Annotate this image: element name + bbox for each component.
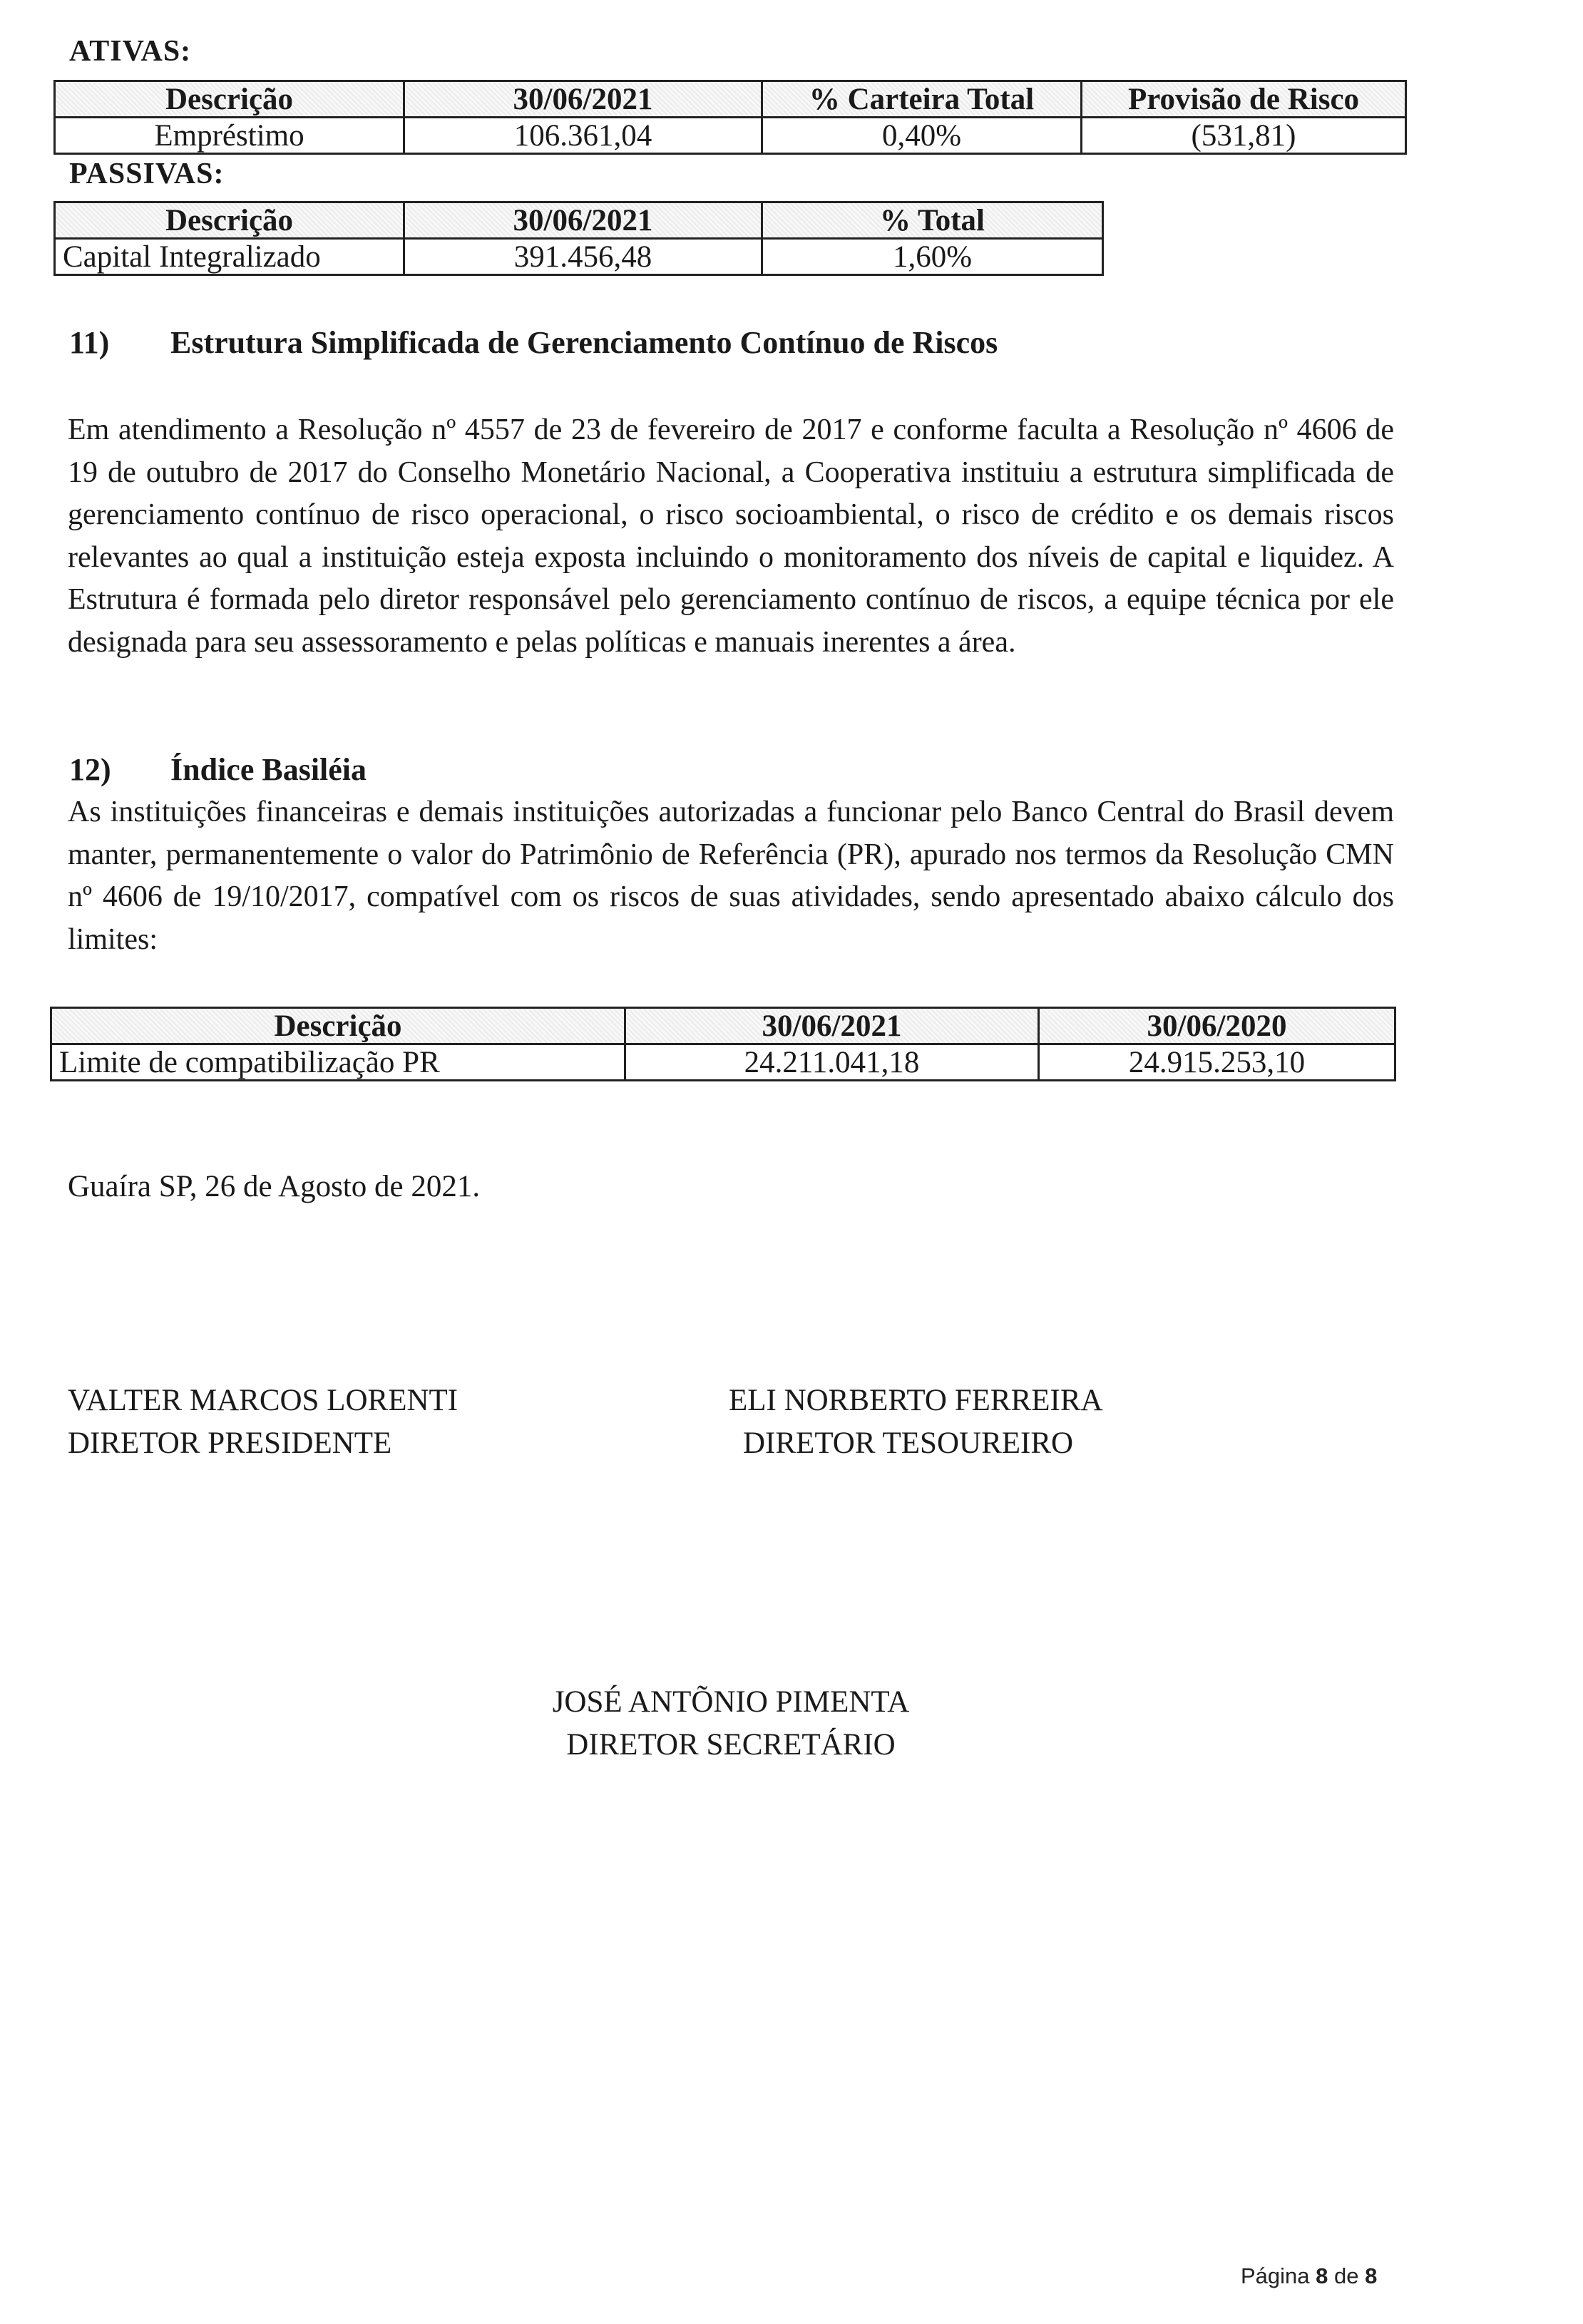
- ativas-label: ATIVAS:: [69, 35, 192, 68]
- cell-percent: 1,60%: [762, 239, 1103, 275]
- header-date-2020: 30/06/2020: [1039, 1008, 1395, 1044]
- section-12-number: 12): [69, 752, 111, 787]
- header-date-2021: 30/06/2021: [625, 1008, 1039, 1044]
- basileia-table: [50, 1007, 1396, 1081]
- section-11-paragraph: Em atendimento a Resolução nº 4557 de 23 de fevereiro de 2017 e conforme faculta a Resolução nº 4606 de 19 de outubro de 2017 do Conselho Monetário Nacional, a Cooperativa instituiu a estrutura simplificada de gerenciamento contínuo de risco operacional, o risco socioambiental, o risco de crédito e os demais riscos relevantes ao qual a instituição esteja exposta incluindo o monitoramento dos níveis de capital e liquidez. A Estrutura é formada pelo diretor responsável pelo gerenciamento contínuo de riscos, a equipe técnica por ele designada para seu assessoramento e pelas políticas e manuais inerentes a área.: [68, 413, 1394, 659]
- footer-page: 8: [1316, 2263, 1328, 2288]
- table-header-row: [51, 1008, 1395, 1044]
- header-percent-total: % Total: [762, 202, 1103, 239]
- page-number-footer: [1241, 2263, 1377, 2289]
- signature-presidente: [68, 1379, 458, 1465]
- signature-secretario: [538, 1681, 923, 1767]
- section-11-number: 11): [69, 325, 110, 360]
- section-12-heading: [69, 751, 367, 788]
- table-row: [55, 239, 1103, 275]
- section-12-paragraph: As instituições financeiras e demais instituições autorizadas a funcionar pelo Banco Central do Brasil devem manter, permanentemente o valor do Patrimônio de Referência (PR), apurado nos termos da Resolução CMN nº 4606 de 19/10/2017, compatível com os riscos de suas atividades, sendo apresentado abaixo cálculo dos limites:: [68, 796, 1394, 956]
- signature-name: VALTER MARCOS LORENTI: [68, 1384, 458, 1417]
- cell-descricao: Capital Integralizado: [55, 239, 404, 275]
- passivas-table: [53, 201, 1104, 276]
- cell-provisao: (531,81): [1082, 118, 1406, 154]
- section-11-heading: [69, 324, 998, 361]
- signature-role: DIRETOR SECRETÁRIO: [566, 1728, 896, 1762]
- section-12-title: Índice Basiléia: [170, 752, 367, 787]
- signature-tesoureiro: [729, 1379, 1103, 1465]
- header-date: 30/06/2021: [404, 81, 762, 118]
- cell-descricao: Empréstimo: [55, 118, 404, 154]
- cell-percent: 0,40%: [762, 118, 1082, 154]
- header-descricao: Descrição: [55, 81, 404, 118]
- cell-value: 391.456,48: [404, 239, 762, 275]
- table-header-row: [55, 202, 1103, 239]
- header-carteira-total: % Carteira Total: [762, 81, 1082, 118]
- table-row: [51, 1044, 1395, 1081]
- cell-value-2020: 24.915.253,10: [1039, 1044, 1395, 1081]
- passivas-label: PASSIVAS:: [69, 158, 225, 190]
- header-date: 30/06/2021: [404, 202, 762, 239]
- signature-name: ELI NORBERTO FERREIRA: [729, 1384, 1103, 1417]
- section-11-title: Estrutura Simplificada de Gerenciamento Contínuo de Riscos: [170, 325, 998, 360]
- place-date: Guaíra SP, 26 de Agosto de 2021.: [68, 1170, 481, 1203]
- signature-role: DIRETOR TESOUREIRO: [743, 1426, 1074, 1460]
- header-descricao: Descrição: [55, 202, 404, 239]
- cell-value: 106.361,04: [404, 118, 762, 154]
- footer-prefix: Página: [1241, 2263, 1316, 2288]
- table-row: [55, 118, 1406, 154]
- cell-descricao: Limite de compatibilização PR: [51, 1044, 625, 1081]
- footer-total: 8: [1365, 2263, 1378, 2288]
- header-descricao: Descrição: [51, 1008, 625, 1044]
- table-header-row: [55, 81, 1406, 118]
- signature-role: DIRETOR PRESIDENTE: [68, 1426, 392, 1460]
- ativas-table: [53, 80, 1407, 155]
- footer-mid: de: [1328, 2263, 1366, 2288]
- cell-value-2021: 24.211.041,18: [625, 1044, 1039, 1081]
- signature-name: JOSÉ ANTÕNIO PIMENTA: [552, 1685, 910, 1719]
- header-provisao-risco: Provisão de Risco: [1082, 81, 1406, 118]
